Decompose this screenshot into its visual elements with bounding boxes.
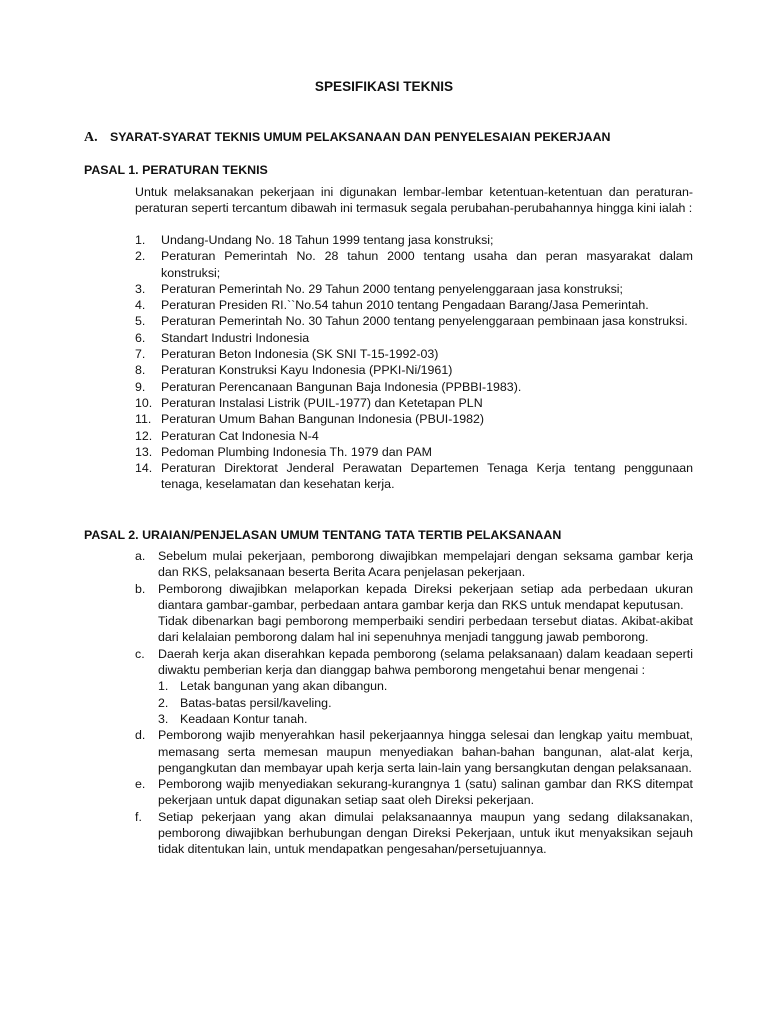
section-a-heading: [84, 129, 611, 146]
list-item-letter: b.: [135, 581, 146, 596]
list-item: [135, 411, 693, 427]
sub-list: [158, 678, 693, 727]
list-item-number: 4.: [135, 298, 146, 313]
list-item: [135, 313, 693, 329]
list-item-text-continued: Tidak dibenarkan bagi pemborong memperbaiki sendiri perbedaan tersebut diatas. Akibat-akibat dari kelalaian pemborong dalam hal ini sepenuhnya menjadi tanggung jawab pemborong.: [158, 614, 693, 645]
pasal1-intro: Untuk melaksanakan pekerjaan ini digunakan lembar-lembar ketentuan-ketentuan dan peraturan-peraturan seperti tercantum dibawah ini termasuk segala perubahan-perubahannya hingga kini ialah :: [135, 185, 693, 216]
list-item-text: Peraturan Cat Indonesia N-4: [161, 428, 319, 443]
list-item-text: Pedoman Plumbing Indonesia Th. 1979 dan PAM: [161, 444, 432, 459]
list-item-text: Daerah kerja akan diserahkan kepada pemborong (selama pelaksanaan) dalam keadaan seperti diwaktu pemberian kerja dan dianggap bahwa pemborong mengetahui benar mengenai :: [158, 646, 693, 678]
list-item-text: Peraturan Pemerintah No. 28 tahun 2000 tentang usaha dan peran masyarakat dalam konstruksi;: [161, 249, 693, 280]
sub-list-item: [158, 711, 693, 727]
list-item-text: Peraturan Presiden RI.``No.54 tahun 2010 tentang Pengadaan Barang/Jasa Pemerintah.: [161, 298, 649, 313]
list-item-number: 6.: [135, 330, 146, 345]
list-item-e: [135, 776, 693, 809]
list-item-text: Undang-Undang No. 18 Tahun 1999 tentang jasa konstruksi;: [161, 233, 494, 247]
list-item: [135, 362, 693, 378]
list-item: [135, 346, 693, 362]
document-title: SPESIFIKASI TEKNIS: [314, 79, 454, 94]
sub-list-item: [158, 678, 693, 694]
list-item: [135, 379, 693, 395]
sub-item-number: 3.: [158, 711, 169, 726]
list-item: [135, 248, 693, 281]
list-item-number: 13.: [135, 444, 153, 459]
list-item-b: [135, 581, 693, 646]
list-item-number: 12.: [135, 428, 153, 443]
list-item-number: 2.: [135, 249, 146, 264]
tata-tertib-list: [135, 548, 693, 858]
list-item-number: 8.: [135, 363, 146, 378]
list-item: [135, 232, 693, 248]
section-a-title: SYARAT-SYARAT TEKNIS UMUM PELAKSANAAN DAN PENYELESAIAN PEKERJAAN: [110, 130, 611, 144]
sub-item-text: Batas-batas persil/kaveling.: [180, 695, 332, 710]
list-item-text: Peraturan Instalasi Listrik (PUIL-1977) dan Ketetapan PLN: [161, 395, 483, 410]
list-item-text: Standart Industri Indonesia: [161, 330, 310, 345]
list-item-letter: d.: [135, 728, 146, 743]
list-item: [135, 281, 693, 297]
list-item-number: 9.: [135, 379, 146, 394]
list-item-text: Peraturan Konstruksi Kayu Indonesia (PPKI-Ni/1961): [161, 363, 453, 378]
sub-item-number: 2.: [158, 695, 169, 710]
list-item-text: Peraturan Umum Bahan Bangunan Indonesia (PBUI-1982): [161, 412, 485, 427]
list-item-text: Pemborong diwajibkan melaporkan kepada Direksi pekerjaan setiap ada perbedaan ukuran diantara gambar-gambar, perbedaan antara gambar kerja dan RKS untuk mendapat keputusan.: [158, 581, 693, 612]
sub-item-text: Keadaan Kontur tanah.: [180, 711, 308, 726]
list-item: [135, 428, 693, 444]
sub-item-text: Letak bangunan yang akan dibangun.: [180, 679, 388, 694]
section-a-letter: A.: [84, 130, 98, 145]
list-item: [135, 395, 693, 411]
list-item-text: Peraturan Direktorat Jenderal Perawatan Departemen Tenaga Kerja tentang penggunaan tenaga, keselamatan dan kesehatan kerja.: [161, 461, 693, 492]
list-item-text: Peraturan Pemerintah No. 29 Tahun 2000 tentang penyelenggaraan jasa konstruksi;: [161, 281, 623, 296]
list-item-number: 11.: [135, 412, 152, 427]
list-item-text: Pemborong wajib menyerahkan hasil pekerjaannya hingga selesai dan lengkap yaitu membuat, memasang serta memesan maupun menyediakan bahan-bahan bangunan, alat-alat kerja, pengangkutan dan membayar upah kerja serta lain-lain yang bersangkutan dengan pelaksanaan.: [158, 728, 693, 775]
list-item: [135, 330, 693, 346]
list-item-letter: e.: [135, 777, 146, 792]
list-item: [135, 460, 693, 493]
list-item-number: 5.: [135, 314, 146, 329]
peraturan-list: [135, 232, 693, 493]
list-item-letter: a.: [135, 549, 146, 563]
list-item-f: [135, 809, 693, 858]
pasal1-heading: PASAL 1. PERATURAN TEKNIS: [84, 163, 268, 177]
list-item-number: 7.: [135, 347, 146, 362]
list-item-number: 14.: [135, 461, 153, 476]
list-item: [135, 444, 693, 460]
list-item-letter: c.: [135, 646, 145, 661]
list-item-text: Peraturan Beton Indonesia (SK SNI T-15-1992-03): [161, 347, 439, 362]
list-item-letter: f.: [135, 809, 142, 824]
list-item-number: 1.: [135, 233, 146, 247]
list-item-text: Peraturan Pemerintah No. 30 Tahun 2000 tentang penyelenggaraan pembinaan jasa konstruksi.: [161, 314, 688, 329]
list-item-c: [135, 646, 693, 727]
list-item-text: Peraturan Perencanaan Bangunan Baja Indonesia (PPBBI-1983).: [161, 379, 522, 394]
sub-item-number: 1.: [158, 679, 169, 694]
sub-list-item: [158, 695, 693, 711]
list-item-d: [135, 727, 693, 776]
list-item-a: [135, 548, 693, 581]
list-item-text: Pemborong wajib menyediakan sekurang-kurangnya 1 (satu) salinan gambar dan RKS ditempat pekerjaan untuk dapat digunakan setiap saat oleh Direksi pekerjaan.: [158, 777, 693, 808]
list-item-number: 10.: [135, 395, 153, 410]
list-item: [135, 297, 693, 313]
pasal2-heading: PASAL 2. URAIAN/PENJELASAN UMUM TENTANG TATA TERTIB PELAKSANAAN: [84, 528, 562, 542]
list-item-number: 3.: [135, 281, 146, 296]
list-item-text: Setiap pekerjaan yang akan dimulai pelaksanaannya maupun yang sedang dilaksanakan, pemborong diwajibkan berhubungan dengan Direksi Pekerjaan, untuk ikut menyaksikan sejauh tidak ditentukan lain, untuk mendapatkan pengesahan/persetujuannya.: [158, 809, 693, 857]
list-item-text: Sebelum mulai pekerjaan, pemborong diwajibkan mempelajari dengan seksama gambar kerja dan RKS, pelaksanaan beserta Berita Acara penjelasan pekerjaan.: [158, 549, 693, 580]
